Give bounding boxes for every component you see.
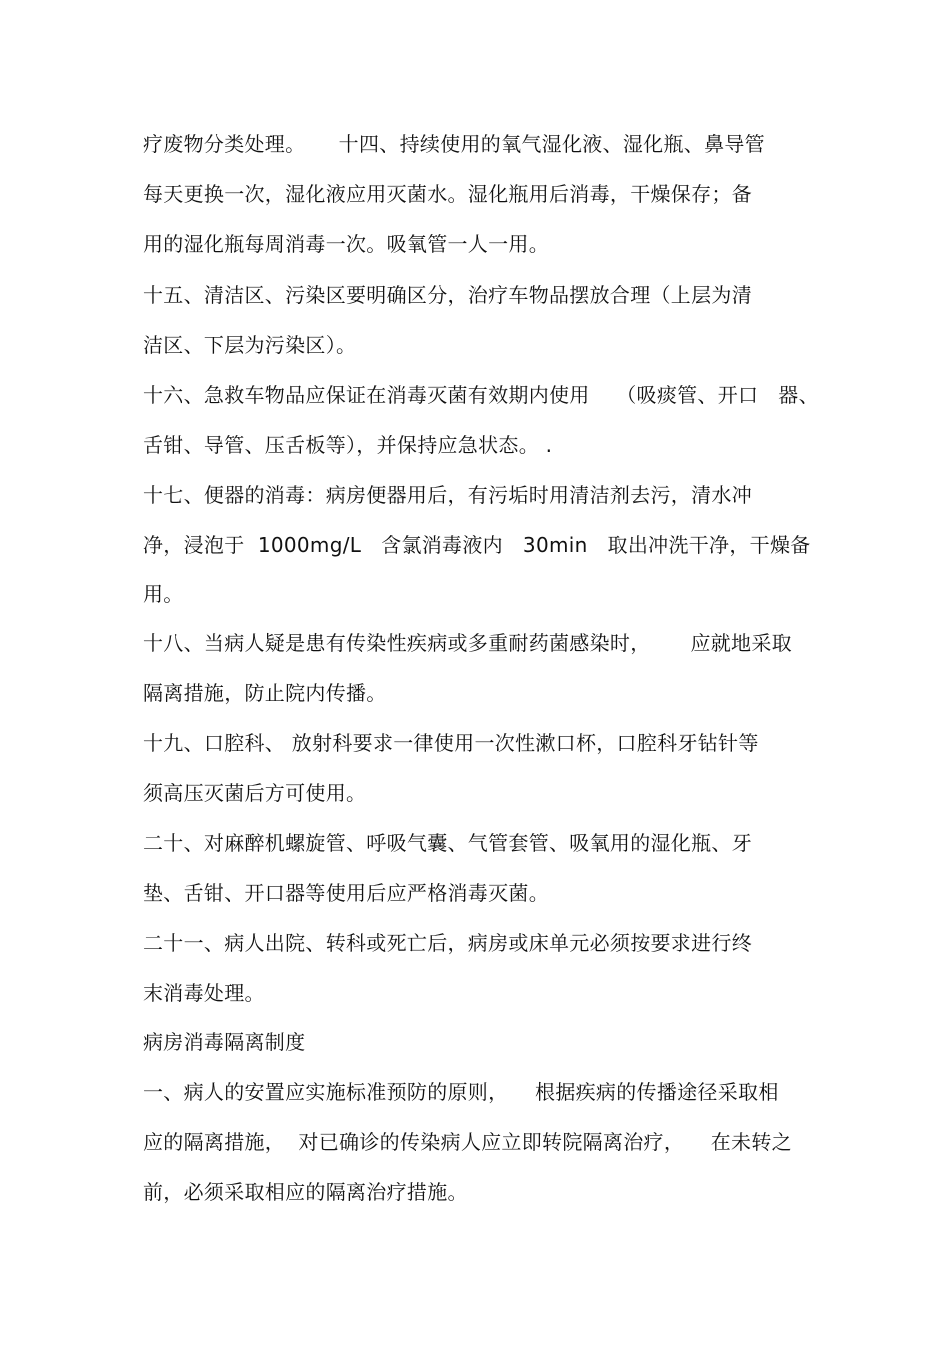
text-line: 十五、清洁区、污染区要明确区分，治疗车物品摆放合理（上层为清	[143, 283, 752, 307]
section-heading: 病房消毒隔离制度	[143, 1030, 306, 1054]
text-line: 十八、当病人疑是患有传染性疾病或多重耐药菌感染时， 应就地采取	[143, 631, 792, 655]
text-line: 十七、便器的消毒：病房便器用后，有污垢时用清洁剂去污，清水冲	[143, 483, 752, 507]
text-line: 十九、口腔科、 放射科要求一律使用一次性漱口杯，口腔科牙钻针等	[143, 731, 759, 755]
text-line: 垫、舌钳、开口器等使用后应严格消毒灭菌。	[143, 881, 549, 905]
text-line: 洁区、下层为污染区）。	[143, 333, 357, 357]
text-line: 末消毒处理。	[143, 981, 265, 1005]
text-line: 疗废物分类处理。 十四、持续使用的氧气湿化液、湿化瓶、鼻导管	[143, 132, 765, 156]
text-line: 用的湿化瓶每周消毒一次。吸氧管一人一用。	[143, 232, 549, 256]
text-line: 二十一、病人出院、转科或死亡后，病房或床单元必须按要求进行终	[143, 931, 752, 955]
text-line: 前，必须采取相应的隔离治疗措施。	[143, 1180, 468, 1204]
text-line: 隔离措施，防止院内传播。	[143, 681, 387, 705]
text-line: 二十、对麻醉机螺旋管、呼吸气囊、气管套管、吸氧用的湿化瓶、牙	[143, 831, 752, 855]
text-line: 舌钳、导管、压舌板等），并保持应急状态。 .	[143, 433, 553, 457]
text-line: 须高压灭菌后方可使用。	[143, 781, 367, 805]
text-line: 用。	[143, 582, 184, 606]
text-line: 每天更换一次，湿化液应用灭菌水。湿化瓶用后消毒，干燥保存；备	[143, 182, 752, 206]
text-line: 应的隔离措施， 对已确诊的传染病人应立即转院隔离治疗， 在未转之	[143, 1130, 792, 1154]
text-line: 净，浸泡于 1000mg/L 含氯消毒液内 30min 取出冲洗干净，干燥备	[143, 533, 811, 557]
text-line: 十六、急救车物品应保证在消毒灭菌有效期内使用 （吸痰管、开口 器、	[143, 383, 819, 407]
text-line: 一、病人的安置应实施标准预防的原则， 根据疾病的传播途径采取相	[143, 1080, 779, 1104]
